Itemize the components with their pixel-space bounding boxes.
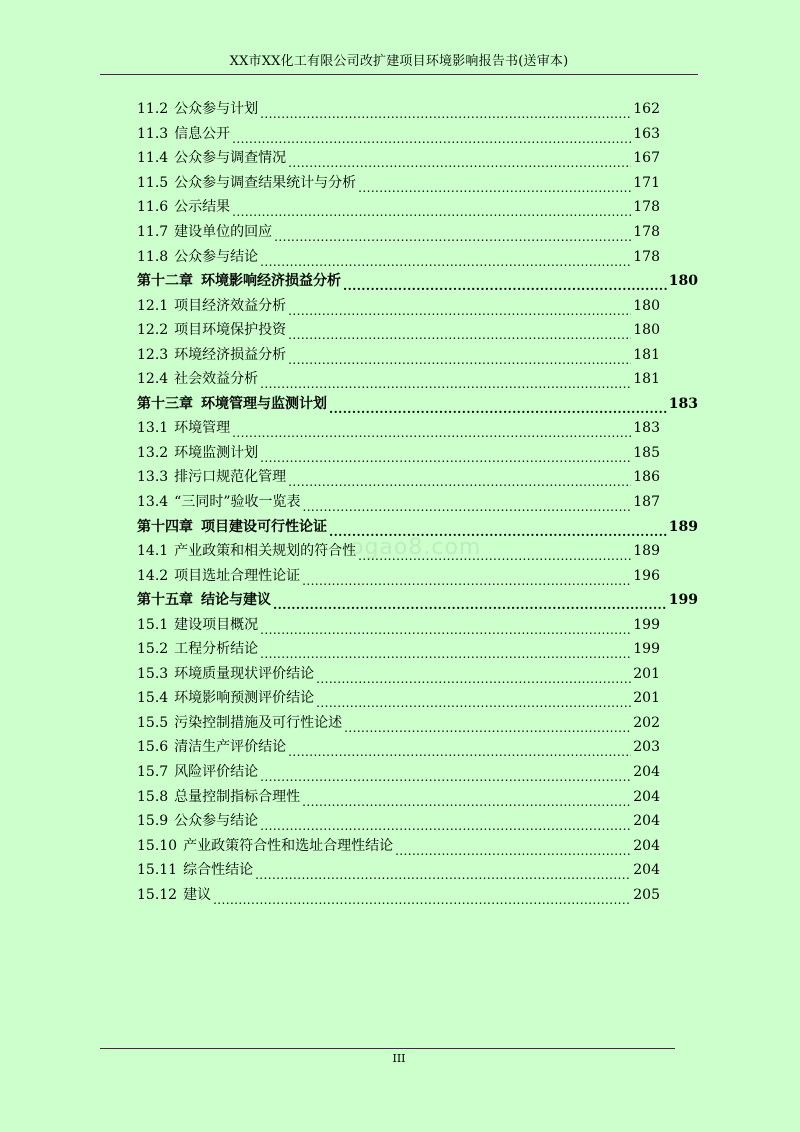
toc-entry-title: 公众参与计划	[174, 101, 259, 118]
footer-divider	[100, 1048, 675, 1049]
toc-entry-title: 环境影响经济损益分析	[201, 273, 341, 290]
toc-entry-number: 15.9	[137, 813, 169, 830]
toc-entry-title: 项目建设可行性论证	[201, 518, 327, 535]
toc-entry-page: 204	[633, 862, 660, 879]
toc-entry-number: 12.4	[137, 371, 169, 388]
toc-entry-title: 社会效益分析	[174, 371, 259, 388]
header-divider	[100, 74, 698, 75]
toc-entry-number: 12.1	[137, 297, 169, 314]
toc-section-entry[interactable]	[137, 858, 698, 883]
toc-section-entry[interactable]	[137, 809, 698, 834]
page-number: III	[392, 1052, 406, 1065]
toc-entry-number: 11.6	[137, 199, 169, 216]
toc-entry-number: 11.4	[137, 150, 169, 167]
toc-entry-title: 综合性结论	[183, 862, 254, 879]
toc-entry-title: 风险评价结论	[174, 764, 259, 781]
toc-section-entry[interactable]	[137, 367, 698, 392]
toc-section-entry[interactable]	[137, 883, 698, 908]
toc-entry-page: 205	[633, 886, 660, 903]
page-header: XX市XX化工有限公司改扩建项目环境影响报告书(送审本)	[229, 54, 569, 69]
toc-entry-title: “三同时”验收一览表	[174, 494, 301, 511]
toc-entry-number: 第十四章	[137, 518, 193, 535]
toc-entry-title: 环境经济损益分析	[174, 346, 287, 363]
toc-entry-page: 162	[633, 101, 660, 118]
toc-dot-leader	[288, 743, 631, 757]
toc-entry-page: 181	[633, 371, 660, 388]
toc-dot-leader	[302, 572, 631, 586]
toc-dot-leader	[260, 449, 631, 463]
toc-entry-number: 15.11	[137, 862, 178, 879]
toc-entry-title: 公示结果	[174, 199, 231, 216]
toc-entry-title: 产业政策和相关规划的符合性	[174, 543, 357, 560]
toc-entry-page: 199	[668, 592, 698, 609]
toc-entry-title: 公众参与结论	[174, 813, 259, 830]
toc-entry-page: 180	[633, 322, 660, 339]
table-of-contents	[137, 97, 698, 907]
toc-entry-title: 环境管理	[174, 420, 231, 437]
toc-entry-number: 11.5	[137, 174, 169, 191]
toc-dot-leader	[288, 302, 631, 316]
toc-section-entry[interactable]	[137, 342, 698, 367]
toc-entry-number: 15.2	[137, 641, 169, 658]
toc-dot-leader	[316, 670, 631, 684]
toc-section-entry[interactable]	[137, 833, 698, 858]
toc-entry-title: 信息公开	[174, 125, 231, 142]
toc-entry-page: 178	[633, 224, 660, 240]
toc-dot-leader	[260, 621, 631, 635]
toc-section-entry[interactable]	[137, 122, 698, 147]
toc-dot-leader	[344, 719, 631, 733]
toc-entry-number: 15.5	[137, 714, 169, 731]
toc-entry-number: 14.1	[137, 543, 169, 560]
toc-entry-number: 15.7	[137, 764, 169, 781]
toc-dot-leader	[288, 154, 631, 168]
toc-entry-number: 14.2	[137, 567, 169, 584]
toc-entry-number: 15.12	[137, 886, 178, 903]
toc-entry-page: 186	[633, 469, 660, 486]
toc-section-entry[interactable]	[137, 490, 698, 515]
toc-section-entry[interactable]	[137, 637, 698, 662]
toc-dot-leader	[260, 768, 631, 782]
toc-dot-leader	[273, 596, 667, 610]
toc-entry-page: 199	[633, 616, 660, 633]
toc-chapter-entry[interactable]	[137, 514, 698, 539]
toc-entry-title: 建议	[183, 886, 212, 903]
toc-entry-page: 199	[633, 641, 660, 658]
toc-dot-leader	[260, 817, 631, 831]
toc-entry-number: 15.8	[137, 788, 169, 805]
toc-section-entry[interactable]	[137, 195, 698, 220]
toc-entry-title: 环境质量现状评价结论	[174, 665, 315, 682]
toc-entry-page: 171	[633, 174, 660, 191]
toc-dot-leader	[260, 645, 631, 659]
toc-section-entry[interactable]	[137, 662, 698, 687]
toc-entry-page: 183	[633, 420, 660, 437]
toc-entry-number: 第十三章	[137, 395, 193, 412]
toc-entry-number: 15.1	[137, 616, 169, 633]
toc-entry-page: 180	[668, 273, 698, 290]
toc-section-entry[interactable]	[137, 146, 698, 171]
toc-section-entry[interactable]	[137, 735, 698, 760]
toc-dot-leader	[255, 866, 631, 880]
toc-dot-leader	[329, 400, 667, 414]
toc-entry-title: 公众参与调查结果统计与分析	[174, 174, 357, 191]
toc-entry-page: 180	[633, 297, 660, 314]
toc-entry-title: 结论与建议	[201, 592, 271, 609]
toc-entry-title: 环境影响预测评价结论	[174, 690, 315, 707]
toc-entry-page: 201	[633, 690, 660, 707]
toc-entry-title: 建设项目概况	[174, 616, 259, 633]
toc-dot-leader	[260, 253, 631, 267]
toc-entry-page: 178	[633, 199, 660, 216]
toc-dot-leader	[329, 523, 667, 537]
toc-dot-leader	[274, 228, 631, 242]
toc-entry-title: 建设单位的回应	[174, 224, 273, 240]
toc-entry-page: 203	[633, 739, 660, 756]
watermark: ogao8.com	[350, 535, 482, 560]
toc-chapter-entry[interactable]	[137, 269, 698, 294]
toc-entry-number: 第十五章	[137, 592, 193, 609]
toc-entry-title: 清洁生产评价结论	[174, 739, 287, 756]
toc-entry-page: 167	[633, 150, 660, 167]
toc-dot-leader	[302, 793, 631, 807]
toc-dot-leader	[303, 498, 632, 512]
toc-dot-leader	[232, 130, 631, 144]
toc-dot-leader	[358, 547, 631, 561]
toc-entry-title: 项目环境保护投资	[174, 322, 287, 339]
toc-entry-page: 189	[633, 543, 660, 560]
toc-entry-number: 11.7	[137, 224, 169, 240]
toc-dot-leader	[288, 326, 631, 340]
toc-dot-leader	[358, 179, 631, 193]
toc-entry-title: 项目选址合理性论证	[174, 567, 301, 584]
toc-section-entry[interactable]	[137, 318, 698, 343]
toc-entry-number: 11.8	[137, 248, 169, 265]
toc-entry-page: 204	[633, 837, 660, 854]
toc-entry-page: 163	[633, 125, 660, 142]
toc-entry-title: 污染控制措施及可行性论述	[174, 714, 343, 731]
toc-section-entry[interactable]	[137, 97, 698, 122]
toc-entry-number: 15.10	[137, 837, 178, 854]
toc-section-entry[interactable]	[137, 784, 698, 809]
toc-section-entry[interactable]	[137, 760, 698, 785]
toc-entry-title: 公众参与结论	[174, 248, 259, 265]
toc-section-entry[interactable]	[137, 686, 698, 711]
toc-entry-title: 环境管理与监测计划	[201, 395, 327, 412]
toc-entry-page: 201	[633, 665, 660, 682]
toc-dot-leader	[316, 694, 631, 708]
toc-dot-leader	[232, 424, 631, 438]
toc-entry-number: 12.3	[137, 346, 169, 363]
toc-entry-number: 12.2	[137, 322, 169, 339]
toc-entry-number: 15.4	[137, 690, 169, 707]
toc-entry-title: 公众参与调查情况	[174, 150, 287, 167]
toc-section-entry[interactable]	[137, 612, 698, 637]
toc-entry-page: 185	[633, 444, 660, 461]
toc-entry-page: 189	[668, 518, 698, 535]
toc-dot-leader	[343, 277, 667, 291]
toc-entry-number: 11.2	[137, 101, 169, 118]
toc-entry-page: 196	[633, 567, 660, 584]
toc-entry-title: 项目经济效益分析	[174, 297, 287, 314]
toc-dot-leader	[395, 842, 631, 856]
toc-entry-page: 178	[633, 248, 660, 265]
toc-entry-title: 工程分析结论	[174, 641, 259, 658]
toc-entry-number: 11.3	[137, 125, 169, 142]
toc-entry-number: 15.6	[137, 739, 169, 756]
toc-entry-page: 183	[668, 395, 698, 412]
toc-entry-title: 产业政策符合性和选址合理性结论	[183, 837, 394, 854]
toc-dot-leader	[260, 375, 631, 389]
toc-entry-title: 环境监测计划	[174, 444, 259, 461]
toc-entry-page: 202	[633, 714, 660, 731]
toc-entry-number: 13.4	[137, 494, 169, 511]
toc-section-entry[interactable]	[137, 171, 698, 196]
toc-dot-leader	[213, 891, 631, 905]
toc-entry-number: 15.3	[137, 665, 169, 682]
toc-entry-number: 13.2	[137, 444, 169, 461]
toc-chapter-entry[interactable]	[137, 588, 698, 613]
toc-section-entry[interactable]	[137, 441, 698, 466]
toc-entry-page: 204	[633, 813, 660, 830]
toc-entry-number: 第十二章	[137, 273, 193, 290]
toc-dot-leader	[288, 473, 631, 487]
toc-section-entry[interactable]	[137, 711, 698, 736]
toc-entry-page: 181	[633, 346, 660, 363]
toc-section-entry[interactable]	[137, 293, 698, 318]
toc-entry-number: 13.3	[137, 469, 169, 486]
toc-section-entry[interactable]	[137, 465, 698, 490]
toc-section-entry[interactable]	[137, 539, 698, 564]
toc-entry-number: 13.1	[137, 420, 169, 437]
toc-entry-page: 187	[633, 494, 660, 511]
toc-chapter-entry[interactable]	[137, 392, 698, 417]
toc-dot-leader	[288, 351, 631, 365]
toc-section-entry[interactable]	[137, 220, 698, 245]
toc-section-entry[interactable]	[137, 416, 698, 441]
toc-dot-leader	[232, 203, 631, 217]
toc-entry-page: 204	[633, 764, 660, 781]
toc-section-entry[interactable]	[137, 244, 698, 269]
toc-section-entry[interactable]	[137, 563, 698, 588]
toc-entry-title: 排污口规范化管理	[174, 469, 287, 486]
toc-dot-leader	[260, 105, 631, 119]
toc-entry-page: 204	[633, 788, 660, 805]
toc-entry-title: 总量控制指标合理性	[174, 788, 301, 805]
